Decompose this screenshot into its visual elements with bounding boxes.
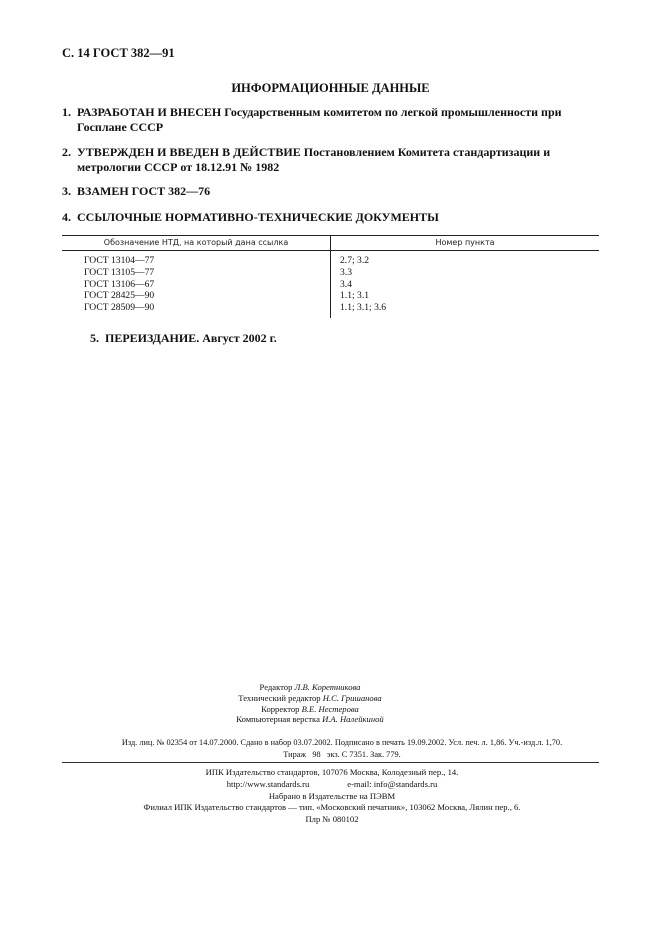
info-item-3 — [62, 184, 610, 199]
publisher-address: ИПК Издательство стандартов, 107076 Москва, Колодезный пер., 14. — [205, 767, 459, 777]
credit-name: Л.В. Коретникова — [294, 682, 361, 692]
credit-role: Компьютерная верстка — [236, 714, 320, 725]
printer-branch: Филиал ИПК Издательство стандартов — тип. «Московский печатник», 103062 Москва, Лялин пер., 6. — [143, 802, 521, 813]
credit-role: Редактор — [259, 682, 293, 692]
credit-role: Технический редактор — [238, 692, 321, 703]
typeset-note: Набрано в Издательстве на ПЭВМ — [268, 790, 396, 801]
item-number: 2. — [62, 145, 71, 159]
table-cell-clause: 1.1; 3.1; 3.6 — [340, 302, 387, 314]
print-imprint — [62, 737, 622, 761]
credit-role: Корректор — [261, 703, 300, 714]
editorial-credits — [170, 682, 450, 725]
info-item-4 — [62, 210, 610, 225]
page-header: С. 14 ГОСТ 382—91 — [62, 46, 175, 60]
imprint-line-2: Тираж 98 экз. С 7351. Зак. 779. — [283, 750, 401, 759]
table-row — [62, 290, 599, 302]
item-number: 1. — [62, 105, 71, 119]
info-item-5 — [90, 331, 638, 346]
imprint-line-1: Изд. лиц. № 02354 от 14.07.2000. Сдано в набор 03.07.2002. Подписано в печать 19.09.2002. Усл. печ. л. 1,86. Уч.-изд.л. 1,70. — [121, 738, 563, 747]
table-cell-clause: 2.7; 3.2 — [340, 255, 370, 266]
item-lead: УТВЕРЖДЕН И ВВЕДЕН В ДЕЙСТВИЕ — [77, 145, 301, 159]
website-link[interactable]: http://www.standards.ru — [226, 778, 310, 789]
table-row — [62, 267, 599, 279]
credit-line — [170, 704, 450, 715]
table-row — [62, 302, 599, 314]
table-cell-designation: ГОСТ 28425—90 — [84, 290, 155, 302]
item-text: Август 2002 г. — [199, 331, 277, 345]
table-cell-designation: ГОСТ 28509—90 — [84, 302, 155, 314]
divider — [62, 762, 599, 763]
table-cell-designation: ГОСТ 13106—67 — [84, 278, 155, 290]
item-lead: ССЫЛОЧНЫЕ НОРМАТИВНО-ТЕХНИЧЕСКИЕ ДОКУМЕНТЫ — [77, 210, 439, 224]
info-item-2 — [62, 145, 610, 175]
table-cell-clause: 3.3 — [340, 266, 352, 278]
credit-line — [170, 714, 450, 725]
credit-line — [170, 682, 450, 693]
table-cell-clause: 3.4 — [340, 278, 352, 290]
publisher-info — [62, 767, 602, 826]
license-number: Плр № 080102 — [305, 814, 359, 825]
credit-name: Н.С. Гришанова — [322, 692, 382, 703]
item-lead: РАЗРАБОТАН И ВНЕСЕН — [77, 105, 222, 119]
item-lead: ПЕРЕИЗДАНИЕ. — [105, 331, 200, 345]
item-number: 3. — [62, 184, 71, 198]
email-link[interactable]: e-mail: info@standards.ru — [347, 778, 438, 789]
credit-line — [170, 693, 450, 704]
credit-name: В.Е. Нестерова — [301, 703, 359, 714]
table-header-clause: Номер пункта — [435, 238, 495, 247]
info-item-1 — [62, 105, 610, 135]
item-number: 4. — [62, 210, 71, 224]
item-number: 5. — [90, 331, 99, 345]
table-cell-clause: 1.1; 3.1 — [340, 290, 370, 302]
publisher-contacts — [62, 779, 602, 791]
credit-name: И.А. Налейкиной — [322, 714, 384, 725]
table-cell-designation: ГОСТ 13105—77 — [84, 266, 155, 278]
item-text: Постановлением Комитета стандартизации и метрологии СССР от 18.12.91 № 1982 — [77, 145, 551, 174]
table-row — [62, 255, 599, 267]
item-text: Государственным комитетом по легкой промышленности при Госплане СССР — [77, 105, 562, 134]
item-lead: ВЗАМЕН ГОСТ 382—76 — [77, 184, 211, 198]
section-title: ИНФОРМАЦИОННЫЕ ДАННЫЕ — [231, 81, 430, 95]
table-header-designation: Обозначение НТД, на который дана ссылка — [103, 238, 289, 247]
table-cell-designation: ГОСТ 13104—77 — [84, 255, 155, 266]
table-row — [62, 279, 599, 291]
